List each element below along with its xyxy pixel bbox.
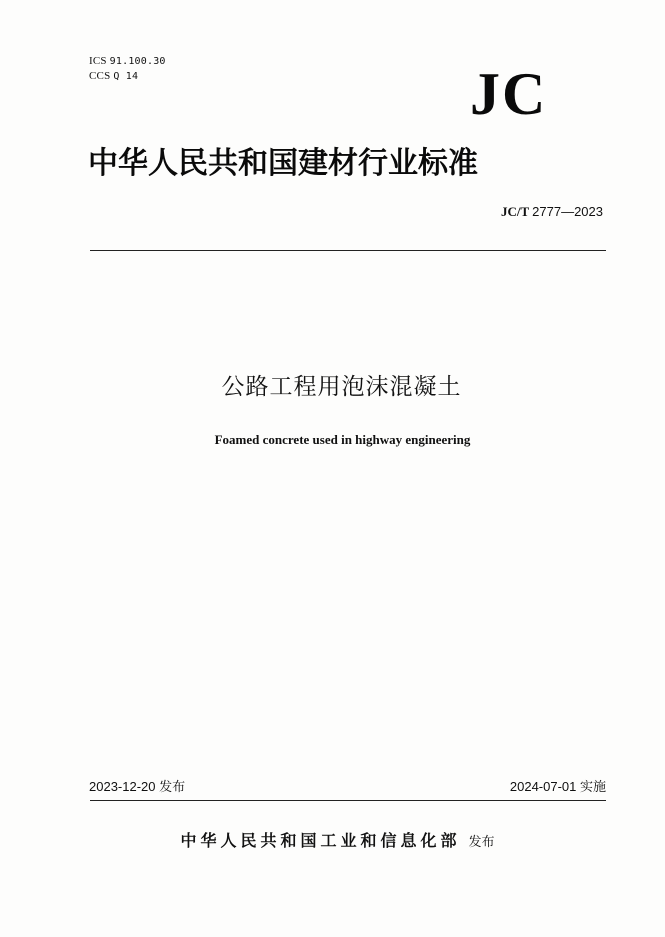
document-title-english: Foamed concrete used in highway engineering [214,432,471,447]
classification-codes [89,54,166,84]
top-divider [90,250,606,251]
issuing-authority [0,830,665,854]
ccs-code [89,69,166,84]
standard-number-code: 2777—2023 [532,204,603,219]
bottom-divider [90,800,606,801]
industry-standard-title: 中华人民共和国建材行业标准 [88,146,478,181]
ics-code [89,54,166,69]
ics-value: 91.100.30 [109,56,166,67]
issuer-organization: 中华人民共和国工业和信息化部 [180,831,461,850]
ccs-value: Q 14 [113,71,139,82]
issuer-suffix: 发布 [468,835,495,850]
jc-logo: JC [470,61,548,127]
ics-label: ICS [89,55,107,67]
document-title-chinese: 公路工程用泡沫混凝土 [221,374,462,400]
ccs-label: CCS [89,70,111,82]
issue-date: 2023-12-20 发布 [89,779,186,794]
standard-number-prefix: JC/T [500,204,529,219]
standard-number [501,204,603,220]
implementation-date: 2024-07-01 实施 [509,779,606,794]
